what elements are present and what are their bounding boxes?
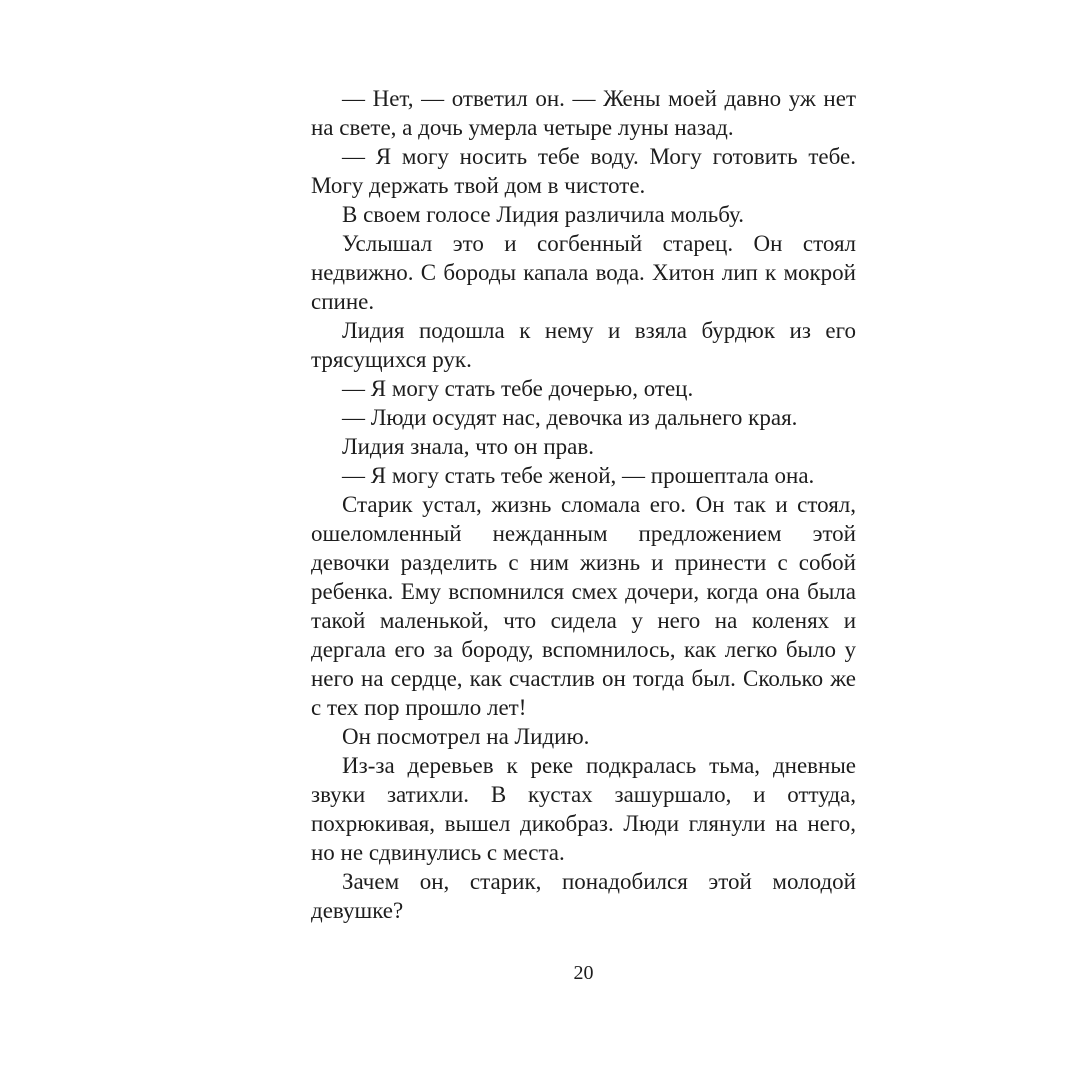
paragraph: Старик устал, жизнь сломала его. Он так и стоял, ошеломленный нежданным предложением этой девочки разделить с ним жизнь и принести с собой ребенка. Ему вспомнился смех дочери, когда она была такой маленькой, что сидела у него на коленях и дергала его за бороду, вспомнилось, как легко было у него на сердце, как счастлив он тогда был. Сколько же с тех пор прошло лет!: [311, 492, 856, 720]
paragraph: Лидия подошла к нему и взяла бурдюк из его трясущихся рук.: [311, 318, 856, 372]
paragraph: Лидия знала, что он прав.: [342, 434, 594, 459]
paragraph: — Нет, — ответил он. — Жены моей давно уж нет на свете, а дочь умерла четыре луны назад.: [311, 86, 856, 140]
paragraph: — Я могу стать тебе женой, — прошептала она.: [342, 463, 815, 488]
paragraph: — Я могу носить тебе воду. Могу готовить тебе. Могу держать твой дом в чистоте.: [311, 144, 856, 198]
paragraph: — Люди осудят нас, девочка из дальнего края.: [342, 405, 798, 430]
paragraph: — Я могу стать тебе дочерью, отец.: [342, 376, 694, 401]
paragraph: Он посмотрел на Лидию.: [342, 724, 590, 749]
body-text: [311, 84, 856, 925]
paragraph: В своем голосе Лидия различила мольбу.: [342, 202, 744, 227]
paragraph: Зачем он, старик, понадобился этой молодой девушке?: [311, 869, 856, 923]
page-number: 20: [573, 962, 594, 984]
paragraph: Из-за деревьев к реке подкралась тьма, дневные звуки затихли. В кустах зашуршало, и оттуда, похрюкивая, вышел дикобраз. Люди глянули на него, но не сдвинулись с места.: [311, 753, 856, 865]
paragraph: Услышал это и согбенный старец. Он стоял недвижно. С бороды капала вода. Хитон лип к мокрой спине.: [311, 231, 856, 314]
